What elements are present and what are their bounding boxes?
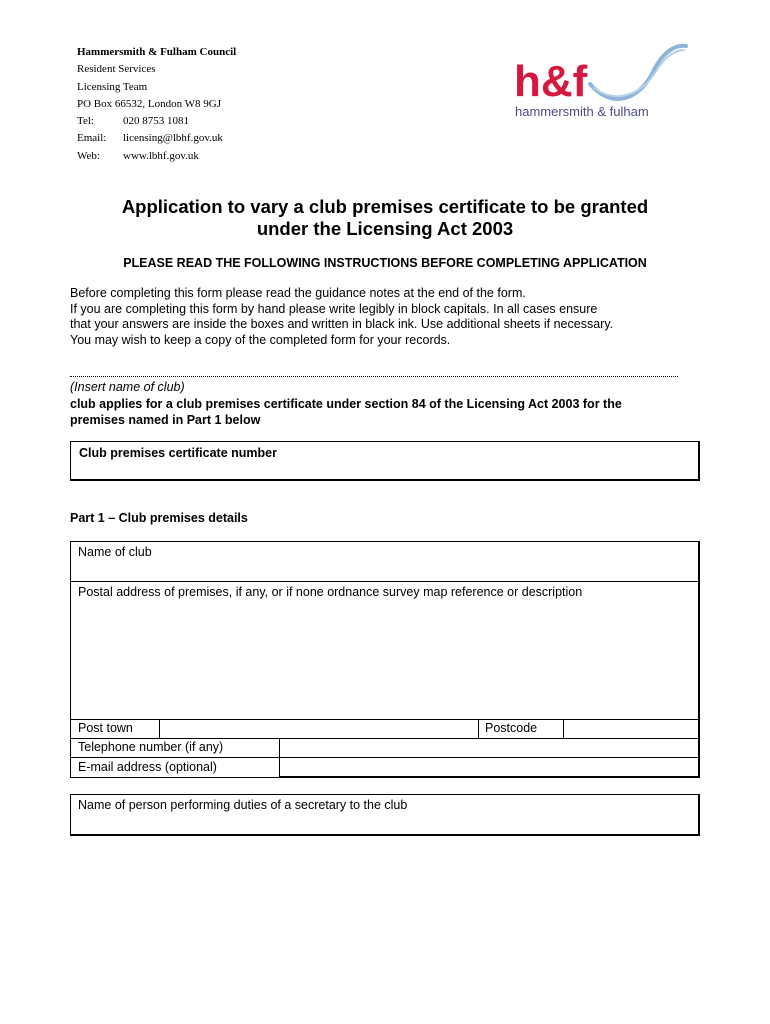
intro-line-3: that your answers are inside the boxes and written in black ink. Use additional sheets if necessary. [70,317,614,331]
instructions-heading: PLEASE READ THE FOLLOWING INSTRUCTIONS BEFORE COMPLETING APPLICATION [123,256,647,270]
title-line-2: under the Licensing Act 2003 [256,218,514,239]
email-label: Email: [77,132,107,145]
club-name-field[interactable] [70,541,700,582]
tel-label: Tel: [77,115,94,128]
postcode-input[interactable] [563,719,700,739]
cert-number-field[interactable] [70,441,700,481]
postal-address-field[interactable] [70,581,700,720]
applies-line-2: premises named in Part 1 below [70,413,261,427]
council-telephone [77,113,236,130]
post-town-label: Post town [78,721,133,735]
council-team: Licensing Team [77,80,148,93]
email-address-label: E-mail address (optional) [78,760,217,774]
telephone-label: Telephone number (if any) [78,740,224,754]
web-value: www.lbhf.gov.uk [123,149,199,162]
council-contact-block [77,44,236,165]
club-name-label: Name of club [78,545,152,559]
email-input[interactable] [279,757,700,778]
hf-logo [512,40,692,125]
council-web [77,148,236,165]
council-email [77,130,236,147]
logo-mark: h&f [514,57,588,106]
logo-wordmark: hammersmith & fulham [515,104,649,119]
postcode-label: Postcode [485,721,538,735]
intro-line-4: You may wish to keep a copy of the completed form for your records. [70,332,451,347]
cert-number-label: Club premises certificate number [79,446,277,460]
applies-statement [70,396,710,428]
intro-line-1: Before completing this form please read the guidance notes at the end of the form. [70,286,526,300]
club-name-hint: (Insert name of club) [70,380,185,394]
telephone-input[interactable] [279,738,700,758]
post-town-input[interactable] [159,719,479,739]
secretary-name-label: Name of person performing duties of a secretary to the club [78,798,408,812]
logo-ribbon-highlight [594,50,684,96]
postal-address-label: Postal address of premises, if any, or if none ordnance survey map reference or description [78,585,583,599]
page-title [70,196,700,240]
part1-heading: Part 1 – Club premises details [70,511,248,525]
council-department: Resident Services [77,63,156,76]
tel-value: 020 8753 1081 [123,115,189,128]
council-address: PO Box 66532, London W8 9GJ [77,97,222,110]
title-line-1: Application to vary a club premises certificate to be granted [121,196,649,217]
applies-line-1: club applies for a club premises certificate under section 84 of the Licensing Act 2003 for the [70,397,622,411]
club-name-input-line[interactable] [70,376,678,377]
web-label: Web: [77,149,100,162]
intro-paragraph [70,286,710,348]
email-value: licensing@lbhf.gov.uk [123,132,223,145]
intro-line-2: If you are completing this form by hand please write legibly in block capitals. In all cases ensure [70,301,598,316]
council-name: Hammersmith & Fulham Council [77,46,237,58]
